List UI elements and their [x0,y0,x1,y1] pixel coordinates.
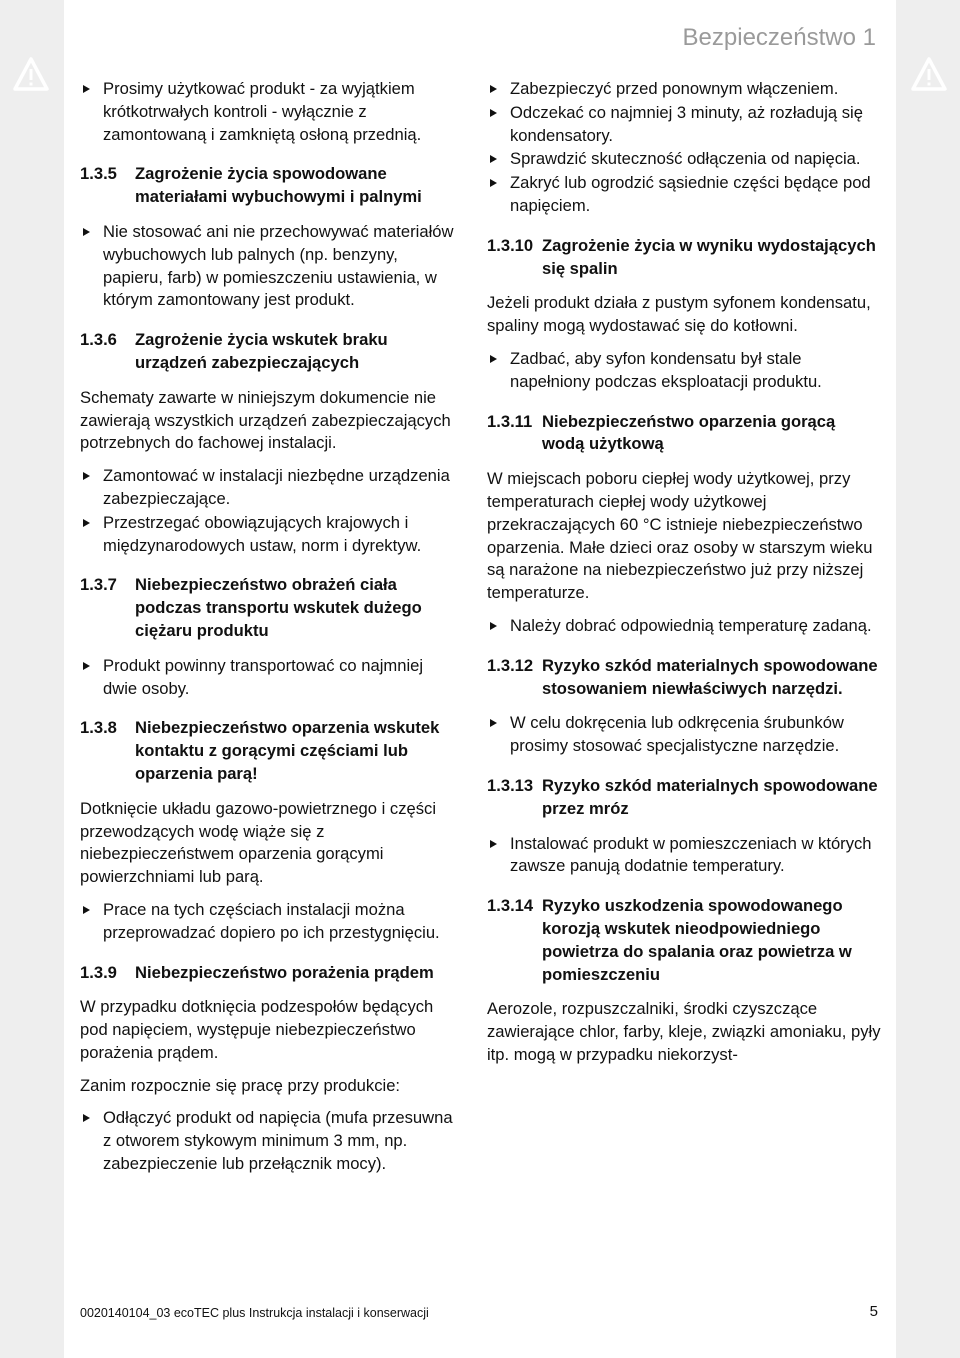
bullet-list [80,221,460,312]
bullet-list [80,1107,460,1175]
section-heading-1-3-5 [80,163,460,209]
section-number: 1.3.10 [487,235,534,255]
section-title: Zagrożenie życia spowodowane materiałami wybuchowymi i palnymi [135,164,422,207]
section-heading-1-3-6 [80,329,460,375]
paragraph: W miejscach poboru ciepłej wody użytkowej, przy temperaturach ciepłej wody użytkowej przekraczających 60 °C istnieje niebezpieczeństwo oparzenia. Małe dzieci oraz osoby w starszym wieku są narażone na niebezpieczeństwo już przy niższej temperaturze. [487,469,873,603]
section-number: 1.3.12 [487,655,534,675]
left-column [80,78,460,1193]
paragraph: W przypadku dotknięcia podzespołów będących pod napięciem, występuje niebezpieczeństwo porażenia prądem. [80,997,434,1062]
list-item: Prosimy użytkować produkt - za wyjątkiem krótkotrwałych kontroli - wyłącznie z zamontowaną i zamkniętą osłoną przednią. [80,78,460,146]
section-heading-1-3-14 [487,895,882,986]
list-item: Sprawdzić skuteczność odłączenia od napięcia. [487,148,882,171]
list-item: Instalować produkt w pomieszczeniach w których zawsze panują dodatnie temperatury. [487,833,882,879]
list-item: Zabezpieczyć przed ponownym włączeniem. [487,78,882,101]
section-number: 1.3.11 [487,411,533,431]
section-number: 1.3.7 [80,575,117,595]
page-header-title: Bezpieczeństwo 1 [682,24,876,51]
section-title: Zagrożenie życia w wyniku wydostających się spalin [542,235,876,278]
paragraph: Schematy zawarte w niniejszym dokumencie nie zawierają wszystkich urządzeń zabezpieczających potrzebnych do fachowej instalacji. [80,387,451,453]
section-title: Ryzyko szkód materialnych spowodowane stosowaniem niewłaściwych narzędzi. [542,655,878,698]
paragraph: Jeżeli produkt działa z pustym syfonem kondensatu, spaliny mogą wydostawać się do kotłowni. [487,293,871,336]
list-item: W celu dokręcenia lub odkręcenia śrubunków prosimy stosować specjalistyczne narzędzie. [487,712,882,758]
intro-bullet-list [487,78,882,218]
list-item: Należy dobrać odpowiednią temperaturę zadaną. [487,615,882,638]
section-number: 1.3.8 [80,718,117,738]
section-number: 1.3.5 [80,164,117,184]
warning-triangle-icon [12,56,50,92]
warning-triangle-icon [910,56,948,92]
bullet-list [487,348,882,394]
bullet-list [80,655,460,701]
section-title: Ryzyko uszkodzenia spowodowanego korozją wskutek nieodpowiedniego powietrza do spalania oraz powietrza w pomieszczeniu [542,896,852,984]
section-title: Zagrożenie życia wskutek braku urządzeń zabezpieczających [135,330,388,372]
list-item: Produkt powinny transportować co najmniej dwie osoby. [80,655,460,701]
section-title: Niebezpieczeństwo oparzenia wskutek kontaktu z gorącymi częściami lub oparzenia parą! [135,718,440,783]
list-item: Odłączyć produkt od napięcia (mufa przesuwna z otworem stykowym minimum 3 mm, np. zabezpieczenie lub przełącznik mocy). [80,1107,460,1175]
paragraph: Aerozole, rozpuszczalniki, środki czyszczące zawierające chlor, farby, kleje, związki amoniaku, pyły itp. mogą w przypadku niekorzyst- [487,999,881,1064]
bullet-list [487,833,882,879]
list-item: Zadbać, aby syfon kondensatu był stale napełniony podczas eksploatacji produktu. [487,348,882,394]
section-title: Niebezpieczeństwo oparzenia gorącą wodą użytkową [542,411,836,454]
section-title: Niebezpieczeństwo obrażeń ciała podczas transportu wskutek dużego ciężaru produktu [135,575,422,640]
section-heading-1-3-10 [487,235,882,281]
right-column [487,78,882,1077]
section-number: 1.3.14 [487,896,534,916]
list-item: Prace na tych częściach instalacji można przeprowadzać dopiero po ich przestygnięciu. [80,899,460,945]
section-heading-1-3-9 [80,962,460,985]
list-item: Zamontować w instalacji niezbędne urządzenia zabezpieczające. [80,465,460,511]
section-title: Ryzyko szkód materialnych spowodowane przez mróz [542,775,878,818]
section-heading-1-3-11 [487,411,882,457]
list-item: Zakryć lub ogrodzić sąsiednie części będące pod napięciem. [487,172,882,218]
list-item: Odczekać co najmniej 3 minuty, aż rozładują się kondensatory. [487,102,882,148]
footer-document-id: 0020140104_03 ecoTEC plus Instrukcja instalacji i konserwacji [80,1306,429,1320]
footer-page-number: 5 [869,1303,878,1320]
section-title: Niebezpieczeństwo porażenia prądem [135,962,434,982]
bullet-list [487,712,882,758]
right-margin-strip [896,0,960,1358]
bullet-list [80,465,460,557]
section-heading-1-3-8 [80,717,460,785]
paragraph: Zanim rozpocznie się pracę przy produkcie: [80,1075,401,1095]
section-number: 1.3.6 [80,330,117,350]
section-number: 1.3.9 [80,962,117,982]
section-number: 1.3.13 [487,775,534,795]
list-item: Nie stosować ani nie przechowywać materiałów wybuchowych lub palnych (np. benzyny, papieru, farb) w pomieszczeniu ustawienia, w którym zamontowany jest produkt. [80,221,460,312]
list-item: Przestrzegać obowiązujących krajowych i międzynarodowych ustaw, norm i dyrektyw. [80,512,460,558]
section-heading-1-3-12 [487,655,882,701]
intro-bullet-list [80,78,460,146]
left-margin-strip [0,0,64,1358]
bullet-list [80,899,460,945]
section-heading-1-3-13 [487,775,882,821]
bullet-list [487,615,882,638]
section-heading-1-3-7 [80,574,460,642]
paragraph: Dotknięcie układu gazowo-powietrznego i części przewodzących wodę wiąże się z niebezpieczeństwem oparzenia gorącymi powierzchniami lub parą. [80,798,437,887]
